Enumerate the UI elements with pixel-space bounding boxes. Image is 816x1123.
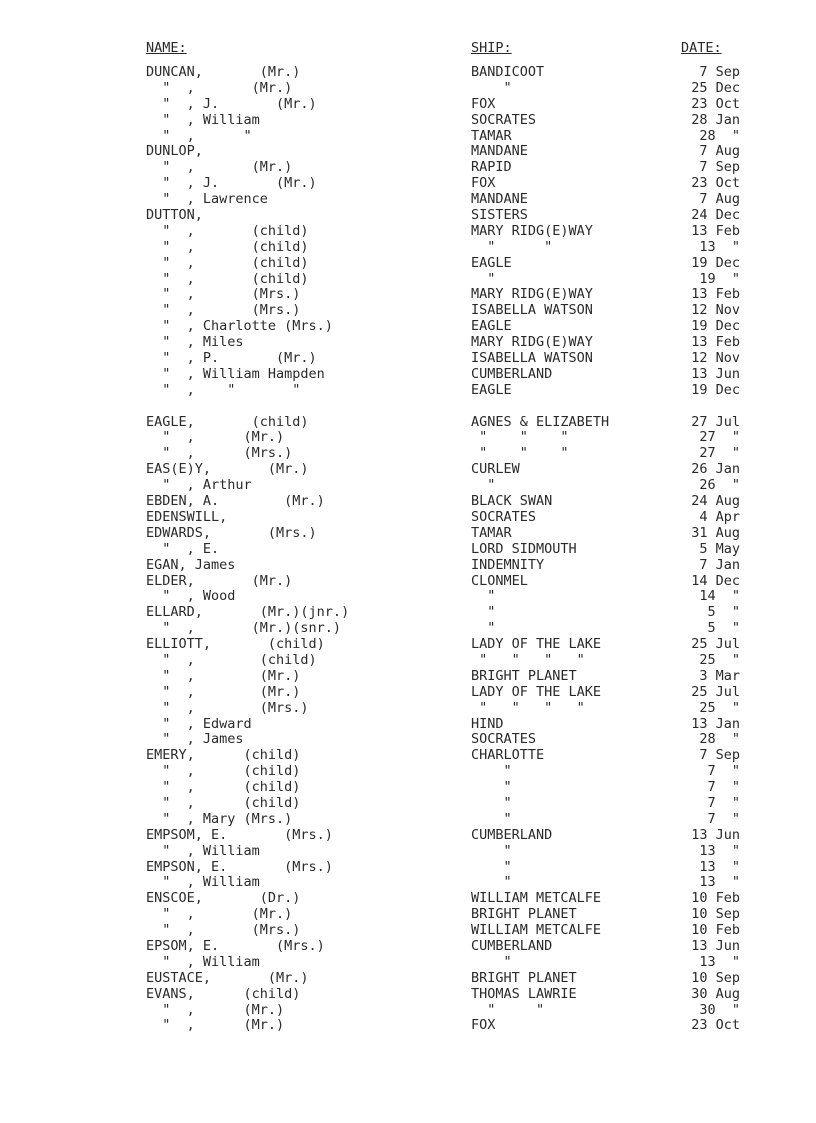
ship-name: FOX [471,1017,496,1034]
ship-name: " " " " [471,699,585,716]
ship-name: WILLIAM METCALFE [471,890,602,907]
passenger-name: EMPSOM, E. (Mrs.) [146,826,333,843]
list-row [0,780,816,796]
list-row [0,542,816,558]
passenger-name: " , (child) [146,238,309,255]
arrival-date: 25 Dec [691,79,740,96]
list-row [0,494,816,510]
list-row [0,637,816,653]
ship-name: SISTERS [471,207,528,224]
list-row [0,987,816,1003]
arrival-date: 13 Jun [691,365,740,382]
list-row [0,335,816,351]
list-row [0,574,816,590]
ship-name: SOCRATES [471,508,537,525]
passenger-name: " , (Mr.) [146,1001,285,1018]
passenger-name: " , (child) [146,763,301,780]
passenger-name: DUNCAN, (Mr.) [146,64,301,80]
ship-name: BRIGHT PLANET [471,906,577,923]
list-row [0,430,816,446]
ship-name: LADY OF THE LAKE [471,683,602,700]
passenger-name: " , (Mr.) [146,667,301,684]
list-row [0,860,816,876]
arrival-date: 10 Feb [691,922,740,939]
ship-name: LADY OF THE LAKE [471,636,602,653]
passenger-name: " , (Mrs.) [146,922,301,939]
passenger-name: " , " " [146,381,301,398]
arrival-date: 13 " [699,238,740,255]
arrival-date: 7 Jan [699,556,740,573]
arrival-date: 13 Feb [691,334,740,351]
passenger-name: " , William [146,874,260,891]
arrival-date: 28 " [699,731,740,748]
arrival-date: 24 Aug [691,493,740,510]
arrival-date: 19 " [699,270,740,287]
passenger-name: ELLARD, (Mr.)(jnr.) [146,604,350,621]
arrival-date: 27 " [699,445,740,462]
list-row [0,558,816,574]
ship-name: WILLIAM METCALFE [471,922,602,939]
list-row [0,685,816,701]
arrival-date: 13 " [699,953,740,970]
ship-name: BRIGHT PLANET [471,969,577,986]
arrival-date: 28 " [699,127,740,144]
list-row [0,478,816,494]
ship-name: CHARLOTTE [471,747,545,764]
list-row [0,971,816,987]
arrival-date: 5 " [707,604,740,621]
list-row [0,303,816,319]
passenger-name: " , James [146,731,244,748]
list-row [0,129,816,145]
list-row [0,81,816,97]
arrival-date: 13 Jun [691,826,740,843]
list-row [0,144,816,160]
arrival-date: 27 " [699,429,740,446]
passenger-name: " , (Mr.) [146,1017,285,1034]
passenger-name: " , J. (Mr.) [146,175,317,192]
arrival-date: 7 Aug [699,191,740,208]
passenger-name: EVANS, (child) [146,985,301,1002]
arrival-date: 13 Feb [691,286,740,303]
arrival-date: 19 Dec [691,318,740,335]
arrival-date: 7 " [707,794,740,811]
arrival-date: 13 " [699,874,740,891]
ship-name: HIND [471,715,504,732]
arrival-date: 19 Dec [691,381,740,398]
arrival-date: 23 Oct [691,175,740,192]
arrival-date: 28 Jan [691,111,740,128]
list-row [0,589,816,605]
arrival-date: 26 " [699,477,740,494]
ship-name: CUMBERLAND [471,937,553,954]
list-row [0,844,816,860]
passenger-name: " , Charlotte (Mrs.) [146,318,333,335]
list-row [0,399,816,415]
arrival-date: 27 Jul [691,413,740,430]
passenger-name: " , (Mr.) [146,683,301,700]
passenger-name: " , William Hampden [146,365,325,382]
arrival-date: 13 " [699,842,740,859]
passenger-name: " , (child) [146,651,317,668]
passenger-name: " , Edward [146,715,252,732]
passenger-name: " , Miles [146,334,244,351]
ship-name: EAGLE [471,318,512,335]
ship-name: FOX [471,175,496,192]
arrival-date: 13 Feb [691,222,740,239]
arrival-date: 24 Dec [691,207,740,224]
list-row [0,955,816,971]
ship-name: CURLEW [471,461,520,478]
ship-name: " [471,588,496,605]
ship-name: " " " [471,429,569,446]
ship-name: SOCRATES [471,111,537,128]
header-date: DATE: [681,40,722,56]
arrival-date: 14 " [699,588,740,605]
passenger-name: EDWARDS, (Mrs.) [146,524,317,541]
arrival-date: 12 Nov [691,350,740,367]
list-row [0,1003,816,1019]
ship-name: BANDICOOT [471,64,545,80]
passenger-name: " , (Mr.) [146,159,293,176]
list-row [0,224,816,240]
ship-name: MANDANE [471,191,528,208]
list-row [0,717,816,733]
list-row [0,653,816,669]
passenger-name: EUSTACE, (Mr.) [146,969,309,986]
list-row [0,510,816,526]
passenger-name: " , (child) [146,270,309,287]
list-row [0,605,816,621]
list-row [0,351,816,367]
passenger-name: ELLIOTT, (child) [146,636,325,653]
arrival-date: 25 Jul [691,636,740,653]
list-row [0,875,816,891]
passenger-name: EAS(E)Y, (Mr.) [146,461,309,478]
passenger-name: " , (Mrs.) [146,286,301,303]
arrival-date: 7 " [707,810,740,827]
list-row [0,764,816,780]
arrival-date: 13 Jun [691,937,740,954]
arrival-date: 23 Oct [691,95,740,112]
passenger-name: " , Arthur [146,477,252,494]
arrival-date: 7 Sep [699,747,740,764]
list-row [0,446,816,462]
ship-name: RAPID [471,159,512,176]
arrival-date: 30 " [699,1001,740,1018]
passenger-name: " , (child) [146,779,301,796]
list-row [0,669,816,685]
ship-name: AGNES & ELIZABETH [471,413,610,430]
arrival-date: 7 Aug [699,143,740,160]
passenger-name: " , Lawrence [146,191,268,208]
ship-name: " [471,604,496,621]
passenger-name: " , J. (Mr.) [146,95,317,112]
list-row [0,796,816,812]
list-row [0,272,816,288]
header-ship: SHIP: [471,40,512,56]
arrival-date: 14 Dec [691,572,740,589]
passenger-name: " , Mary (Mrs.) [146,810,293,827]
ship-name: " [471,810,512,827]
list-row [0,97,816,113]
list-row [0,240,816,256]
arrival-date: 5 May [699,540,740,557]
list-row [0,192,816,208]
passenger-name: " , (Mr.)(snr.) [146,620,342,637]
ship-name: FOX [471,95,496,112]
arrival-date: 12 Nov [691,302,740,319]
list-row [0,65,816,81]
list-row [0,701,816,717]
ship-name: MANDANE [471,143,528,160]
passenger-name: " , (Mrs.) [146,302,301,319]
passenger-name: DUNLOP, [146,143,203,160]
list-row [0,526,816,542]
list-row [0,1018,816,1034]
ship-name: INDEMNITY [471,556,545,573]
list-row [0,415,816,431]
passenger-name: " , (child) [146,222,309,239]
list-row [0,462,816,478]
passenger-name: EDENSWILL, [146,508,228,525]
list-row [0,367,816,383]
ship-name: ISABELLA WATSON [471,302,593,319]
ship-name: " " " " [471,651,585,668]
ship-name: MARY RIDG(E)WAY [471,286,593,303]
list-row [0,319,816,335]
passenger-name: " , (Mrs.) [146,699,309,716]
ship-name: " [471,842,512,859]
arrival-date: 31 Aug [691,524,740,541]
passenger-name: " , (child) [146,254,309,271]
passenger-name: " , William [146,111,260,128]
ship-name: MARY RIDG(E)WAY [471,334,593,351]
ship-name: LORD SIDMOUTH [471,540,577,557]
ship-name: " " " [471,445,569,462]
arrival-date: 30 Aug [691,985,740,1002]
list-row [0,907,816,923]
passenger-name: " , " [146,127,252,144]
passenger-name: ENSCOE, (Dr.) [146,890,301,907]
arrival-date: 13 " [699,858,740,875]
ship-name: " [471,79,512,96]
ship-name: " " [471,1001,545,1018]
arrival-date: 23 Oct [691,1017,740,1034]
list-row [0,891,816,907]
header-name: NAME: [146,40,187,56]
arrival-date: 26 Jan [691,461,740,478]
arrival-date: 25 " [699,651,740,668]
passenger-name: EPSOM, E. (Mrs.) [146,937,325,954]
arrival-date: 5 " [707,620,740,637]
arrival-date: 7 Sep [699,64,740,80]
list-row [0,939,816,955]
passenger-name: " , William [146,842,260,859]
ship-name: CUMBERLAND [471,826,553,843]
ship-name: " [471,858,512,875]
ship-name: BRIGHT PLANET [471,667,577,684]
ship-name: " " [471,238,553,255]
passenger-name: " , William [146,953,260,970]
ship-name: " [471,477,496,494]
ship-name: " [471,779,512,796]
list-row [0,828,816,844]
arrival-date: 4 Apr [699,508,740,525]
list-row [0,113,816,129]
passenger-name: DUTTON, [146,207,203,224]
list-row [0,812,816,828]
arrival-date: 10 Feb [691,890,740,907]
arrival-date: 25 " [699,699,740,716]
ship-name: " [471,874,512,891]
passenger-name: " , P. (Mr.) [146,350,317,367]
arrival-date: 19 Dec [691,254,740,271]
passenger-name: EAGLE, (child) [146,413,309,430]
passenger-name: ELDER, (Mr.) [146,572,293,589]
ship-name: ISABELLA WATSON [471,350,593,367]
list-row [0,383,816,399]
list-row [0,160,816,176]
ship-name: " [471,953,512,970]
ship-name: THOMAS LAWRIE [471,985,577,1002]
ship-name: " [471,763,512,780]
ship-name: SOCRATES [471,731,537,748]
passenger-name: " , (Mr.) [146,906,293,923]
passenger-name: " , (Mr.) [146,79,293,96]
passenger-name: " , (Mrs.) [146,445,293,462]
passenger-list [0,65,816,1034]
list-row [0,256,816,272]
list-row [0,208,816,224]
ship-name: " [471,794,512,811]
ship-name: EAGLE [471,381,512,398]
ship-name: EAGLE [471,254,512,271]
passenger-name: " , Wood [146,588,236,605]
arrival-date: 7 " [707,763,740,780]
ship-name: BLACK SWAN [471,493,553,510]
ship-name: TAMAR [471,127,512,144]
list-row [0,176,816,192]
arrival-date: 3 Mar [699,667,740,684]
passenger-name: " , E. [146,540,220,557]
ship-name: CUMBERLAND [471,365,553,382]
ship-name: TAMAR [471,524,512,541]
arrival-date: 7 Sep [699,159,740,176]
passenger-name: EGAN, James [146,556,236,573]
list-row [0,923,816,939]
arrival-date: 7 " [707,779,740,796]
list-row [0,748,816,764]
ship-name: " [471,620,496,637]
ship-name: CLONMEL [471,572,528,589]
arrival-date: 13 Jan [691,715,740,732]
list-row [0,621,816,637]
passenger-name: " , (child) [146,794,301,811]
passenger-name: " , (Mr.) [146,429,285,446]
passenger-name: EMPSON, E. (Mrs.) [146,858,333,875]
passenger-name: EBDEN, A. (Mr.) [146,493,325,510]
arrival-date: 10 Sep [691,906,740,923]
ship-name: " [471,270,496,287]
arrival-date: 10 Sep [691,969,740,986]
ship-name: MARY RIDG(E)WAY [471,222,593,239]
list-row [0,732,816,748]
passenger-name: EMERY, (child) [146,747,301,764]
list-row [0,287,816,303]
arrival-date: 25 Jul [691,683,740,700]
